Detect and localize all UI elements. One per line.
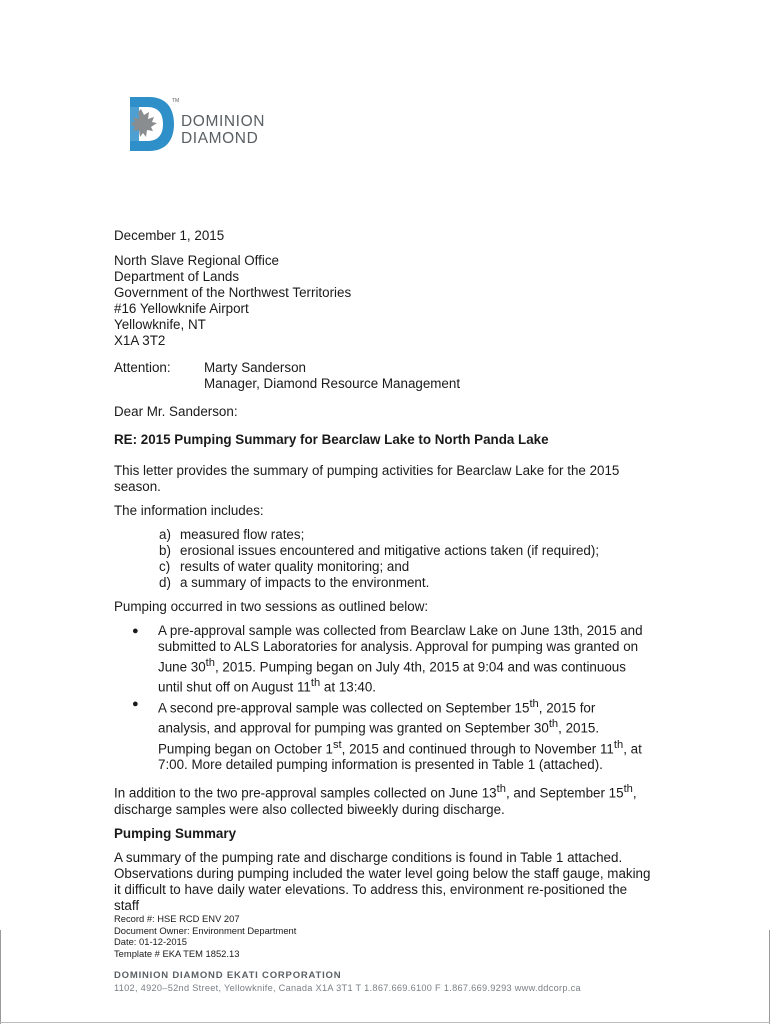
list-item-text: measured flow rates; xyxy=(180,527,305,542)
address-line: North Slave Regional Office xyxy=(114,253,279,268)
list-item xyxy=(159,559,654,575)
document-date: Date: 01-12-2015 xyxy=(114,936,187,948)
trademark-mark: TM xyxy=(172,98,180,104)
list-marker: b) xyxy=(159,543,171,558)
bullet-icon: ● xyxy=(132,697,139,710)
record-number: Record #: HSE RCD ENV 207 xyxy=(114,913,240,924)
list-item xyxy=(159,543,654,559)
sessions-intro: Pumping occurred in two sessions as outlined below: xyxy=(114,599,429,614)
address-line: Government of the Northwest Territories xyxy=(114,285,352,300)
address-line: Department of Lands xyxy=(114,269,240,284)
address-line: #16 Yellowknife Airport xyxy=(114,301,249,316)
logo-wordmark xyxy=(181,113,265,147)
includes-list xyxy=(159,527,654,591)
logo-line-2: DIAMOND xyxy=(181,130,259,147)
list-item xyxy=(159,575,654,591)
session-text: A pre-approval sample was collected from Bearclaw Lake on June 13th, 2015 and submitted to ALS Laboratories for analysis. Approval for pumping was granted on June 30th, 2015. Pumping began on July 4th, 2015 at 9:04 and was continuous until shut off on August 11th at 13:40. xyxy=(158,623,643,695)
address-line: X1A 3T2 xyxy=(114,333,166,348)
summary-paragraph: A summary of the pumping rate and discharge conditions is found in Table 1 attached. Observations during pumping included the water level going below the staff gauge, making it difficult to have daily water elevations. To address this, environment re-positioned the staff xyxy=(114,849,651,913)
page-bottom-border xyxy=(0,1022,770,1023)
attention-name: Marty Sanderson xyxy=(204,360,306,375)
addition-paragraph: In addition to the two pre-approval samples collected on June 13th, and September 15th, discharge samples were also collected biweekly during discharge. xyxy=(114,783,637,817)
list-marker: a) xyxy=(159,527,171,542)
address-line: Yellowknife, NT xyxy=(114,317,206,332)
company-logo xyxy=(127,95,287,155)
list-item-text: a summary of impacts to the environment. xyxy=(180,575,430,590)
letter-date: December 1, 2015 xyxy=(114,228,225,243)
template-number: Template # EKA TEM 1852.13 xyxy=(114,947,240,959)
intro-paragraph: This letter provides the summary of pumping activities for Bearclaw Lake for the 2015 season. xyxy=(114,463,620,494)
list-item xyxy=(159,527,654,543)
document-owner: Document Owner: Environment Department xyxy=(114,924,297,936)
attention-recipient xyxy=(204,360,460,392)
left-edge-divider xyxy=(0,930,1,1024)
corporation-address: 1102, 4920–52nd Street, Yellowknife, Canada X1A 3T1 T 1.867.669.6100 F 1.867.669.9293 www.ddcorp.ca xyxy=(114,983,581,993)
corporation-name: DOMINION DIAMOND EKATI CORPORATION xyxy=(114,970,342,981)
includes-intro: The information includes: xyxy=(114,503,264,518)
recipient-address xyxy=(114,253,654,349)
section-heading: Pumping Summary xyxy=(114,825,237,841)
document-control-block xyxy=(114,913,296,959)
attention-block xyxy=(114,360,654,392)
attention-title: Manager, Diamond Resource Management xyxy=(204,376,461,391)
letter-body xyxy=(114,228,654,922)
logo-line-1: DOMINION xyxy=(181,113,266,130)
session-text: A second pre-approval sample was collected on September 15th, 2015 for analysis, and approval for pumping was granted on September 30th, 2015. Pumping began on October 1st, 2015 and continued through to November 11th, at 7:00. More detailed pumping information is presented in Table 1 (attached). xyxy=(158,697,642,773)
session-bullet xyxy=(132,696,654,773)
list-marker: c) xyxy=(159,559,171,574)
list-marker: d) xyxy=(159,575,171,590)
bullet-icon: ● xyxy=(132,625,139,637)
subject-line: RE: 2015 Pumping Summary for Bearclaw Lake to North Panda Lake xyxy=(114,432,549,447)
sessions-list xyxy=(132,623,654,773)
salutation: Dear Mr. Sanderson: xyxy=(114,404,238,419)
list-item-text: results of water quality monitoring; and xyxy=(180,559,410,574)
list-item-text: erosional issues encountered and mitigative actions taken (if required); xyxy=(180,543,600,558)
session-bullet xyxy=(132,623,654,696)
attention-label: Attention: xyxy=(114,360,171,375)
